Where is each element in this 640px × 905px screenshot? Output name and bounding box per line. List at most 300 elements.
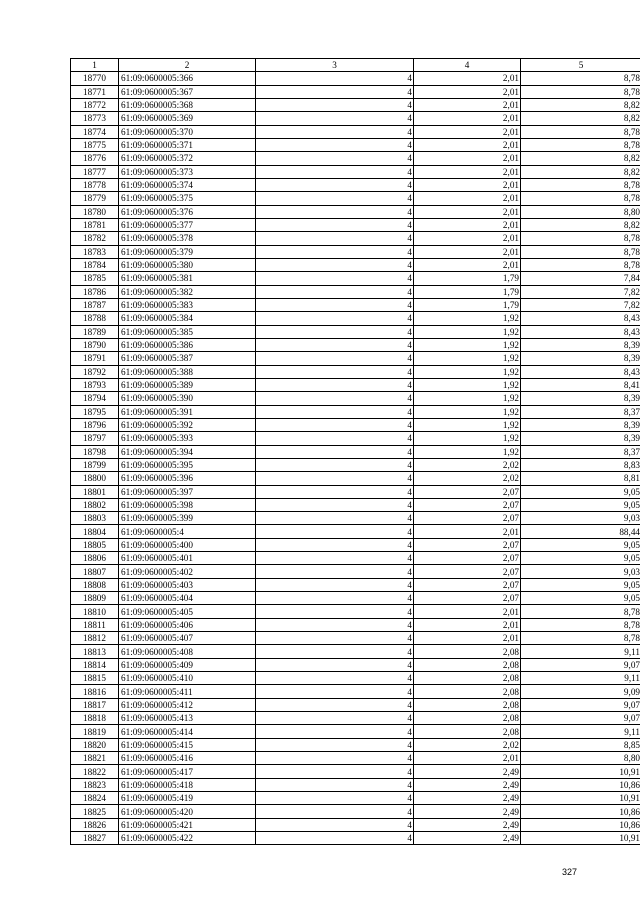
value-col3-cell: 4 [256,778,414,791]
column-header-4: 4 [414,59,521,72]
cadastral-number-cell: 61:09:0600005:402 [119,565,256,578]
row-number-cell: 18824 [71,792,119,805]
value-col4-cell: 2,01 [414,525,521,538]
value-col5-cell: 8,78 [521,632,640,645]
value-col3-cell: 4 [256,458,414,471]
value-col4-cell: 2,01 [414,138,521,151]
value-col5-cell: 9,05 [521,485,640,498]
table-row [71,245,640,258]
value-col3-cell: 4 [256,98,414,111]
cadastral-number-cell: 61:09:0600005:400 [119,538,256,551]
value-col4-cell: 2,01 [414,245,521,258]
value-col5-cell: 8,78 [521,232,640,245]
cadastral-number-cell: 61:09:0600005:419 [119,792,256,805]
row-number-cell: 18790 [71,338,119,351]
value-col4-cell: 2,01 [414,205,521,218]
row-number-cell: 18781 [71,218,119,231]
value-col3-cell: 4 [256,325,414,338]
table-row [71,472,640,485]
value-col3-cell: 4 [256,138,414,151]
cadastral-number-cell: 61:09:0600005:372 [119,152,256,165]
value-col4-cell: 2,01 [414,152,521,165]
table-row [71,792,640,805]
cadastral-number-cell: 61:09:0600005:382 [119,285,256,298]
value-col3-cell: 4 [256,472,414,485]
cadastral-number-cell: 61:09:0600005:391 [119,405,256,418]
cadastral-number-cell: 61:09:0600005:414 [119,725,256,738]
cadastral-number-cell: 61:09:0600005:369 [119,112,256,125]
value-col4-cell: 2,07 [414,578,521,591]
value-col3-cell: 4 [256,112,414,125]
value-col3-cell: 4 [256,832,414,845]
cadastral-number-cell: 61:09:0600005:371 [119,138,256,151]
cadastral-number-cell: 61:09:0600005:368 [119,98,256,111]
value-col5-cell: 8,39 [521,352,640,365]
table-row [71,232,640,245]
value-col4-cell: 1,79 [414,298,521,311]
row-number-cell: 18784 [71,258,119,271]
value-col3-cell: 4 [256,632,414,645]
value-col4-cell: 2,49 [414,818,521,831]
value-col4-cell: 2,08 [414,645,521,658]
table-row [71,685,640,698]
cadastral-number-cell: 61:09:0600005:376 [119,205,256,218]
cadastral-number-cell: 61:09:0600005:377 [119,218,256,231]
value-col5-cell: 8,83 [521,458,640,471]
table-row [71,192,640,205]
cadastral-number-cell: 61:09:0600005:390 [119,392,256,405]
row-number-cell: 18821 [71,752,119,765]
table-header-row [71,59,640,72]
cadastral-number-cell: 61:09:0600005:406 [119,618,256,631]
value-col3-cell: 4 [256,605,414,618]
value-col4-cell: 1,92 [414,405,521,418]
value-col3-cell: 4 [256,592,414,605]
value-col3-cell: 4 [256,218,414,231]
row-number-cell: 18819 [71,725,119,738]
row-number-cell: 18793 [71,378,119,391]
value-col5-cell: 8,37 [521,405,640,418]
value-col4-cell: 2,01 [414,605,521,618]
row-number-cell: 18815 [71,672,119,685]
table-row [71,738,640,751]
row-number-cell: 18809 [71,592,119,605]
row-number-cell: 18822 [71,765,119,778]
table-row [71,645,640,658]
value-col5-cell: 8,78 [521,258,640,271]
row-number-cell: 18791 [71,352,119,365]
row-number-cell: 18814 [71,658,119,671]
cadastral-number-cell: 61:09:0600005:407 [119,632,256,645]
cadastral-number-cell: 61:09:0600005:387 [119,352,256,365]
value-col3-cell: 4 [256,272,414,285]
value-col3-cell: 4 [256,392,414,405]
value-col3-cell: 4 [256,698,414,711]
row-number-cell: 18817 [71,698,119,711]
row-number-cell: 18794 [71,392,119,405]
cadastral-number-cell: 61:09:0600005:396 [119,472,256,485]
value-col3-cell: 4 [256,765,414,778]
value-col5-cell: 9,05 [521,498,640,511]
value-col4-cell: 2,08 [414,672,521,685]
row-number-cell: 18805 [71,538,119,551]
cadastral-number-cell: 61:09:0600005:386 [119,338,256,351]
value-col5-cell: 8,78 [521,72,640,85]
value-col3-cell: 4 [256,538,414,551]
table-row [71,752,640,765]
row-number-cell: 18804 [71,525,119,538]
value-col5-cell: 8,78 [521,125,640,138]
cadastral-number-cell: 61:09:0600005:366 [119,72,256,85]
value-col5-cell: 10,86 [521,818,640,831]
cadastral-number-cell: 61:09:0600005:392 [119,418,256,431]
row-number-cell: 18818 [71,712,119,725]
value-col5-cell: 9,05 [521,578,640,591]
value-col3-cell: 4 [256,378,414,391]
value-col4-cell: 2,08 [414,725,521,738]
value-col4-cell: 1,92 [414,445,521,458]
value-col5-cell: 8,78 [521,192,640,205]
value-col3-cell: 4 [256,792,414,805]
value-col3-cell: 4 [256,805,414,818]
value-col5-cell: 9,03 [521,512,640,525]
value-col4-cell: 2,01 [414,632,521,645]
value-col4-cell: 2,02 [414,472,521,485]
value-col3-cell: 4 [256,72,414,85]
value-col5-cell: 7,84 [521,272,640,285]
cadastral-number-cell: 61:09:0600005:381 [119,272,256,285]
value-col5-cell: 7,82 [521,298,640,311]
value-col4-cell: 2,49 [414,832,521,845]
value-col4-cell: 1,92 [414,352,521,365]
value-col4-cell: 2,01 [414,125,521,138]
row-number-cell: 18774 [71,125,119,138]
value-col3-cell: 4 [256,498,414,511]
cadastral-number-cell: 61:09:0600005:413 [119,712,256,725]
table-body [71,72,640,845]
row-number-cell: 18820 [71,738,119,751]
row-number-cell: 18816 [71,685,119,698]
cadastral-number-cell: 61:09:0600005:399 [119,512,256,525]
cadastral-number-cell: 61:09:0600005:383 [119,298,256,311]
cadastral-number-cell: 61:09:0600005:421 [119,818,256,831]
value-col4-cell: 2,07 [414,498,521,511]
value-col3-cell: 4 [256,165,414,178]
value-col4-cell: 2,07 [414,552,521,565]
row-number-cell: 18776 [71,152,119,165]
value-col5-cell: 10,86 [521,805,640,818]
value-col4-cell: 1,92 [414,325,521,338]
table-row [71,378,640,391]
value-col4-cell: 2,08 [414,658,521,671]
value-col3-cell: 4 [256,565,414,578]
value-col3-cell: 4 [256,418,414,431]
value-col4-cell: 2,49 [414,792,521,805]
value-col4-cell: 2,01 [414,112,521,125]
cadastral-number-cell: 61:09:0600005:379 [119,245,256,258]
row-number-cell: 18770 [71,72,119,85]
cadastral-number-cell: 61:09:0600005:393 [119,432,256,445]
table-row [71,312,640,325]
value-col4-cell: 1,92 [414,378,521,391]
value-col5-cell: 8,39 [521,392,640,405]
row-number-cell: 18782 [71,232,119,245]
value-col3-cell: 4 [256,232,414,245]
value-col5-cell: 8,78 [521,178,640,191]
row-number-cell: 18796 [71,418,119,431]
value-col3-cell: 4 [256,285,414,298]
table-row [71,512,640,525]
row-number-cell: 18775 [71,138,119,151]
cadastral-number-cell: 61:09:0600005:415 [119,738,256,751]
table-row [71,258,640,271]
value-col3-cell: 4 [256,125,414,138]
table-row [71,418,640,431]
value-col3-cell: 4 [256,512,414,525]
row-number-cell: 18783 [71,245,119,258]
value-col5-cell: 10,91 [521,832,640,845]
table-row [71,138,640,151]
table-row [71,725,640,738]
value-col4-cell: 2,01 [414,618,521,631]
value-col5-cell: 8,78 [521,138,640,151]
value-col3-cell: 4 [256,672,414,685]
value-col4-cell: 2,01 [414,72,521,85]
row-number-cell: 18799 [71,458,119,471]
cadastral-number-cell: 61:09:0600005:395 [119,458,256,471]
cadastral-number-cell: 61:09:0600005:404 [119,592,256,605]
value-col4-cell: 2,49 [414,778,521,791]
row-number-cell: 18777 [71,165,119,178]
cadastral-number-cell: 61:09:0600005:420 [119,805,256,818]
value-col3-cell: 4 [256,85,414,98]
table-row [71,365,640,378]
table-row [71,112,640,125]
value-col4-cell: 2,08 [414,698,521,711]
row-number-cell: 18786 [71,285,119,298]
page-number: 327 [562,867,578,877]
value-col5-cell: 8,82 [521,98,640,111]
table-row [71,525,640,538]
value-col5-cell: 8,78 [521,605,640,618]
value-col4-cell: 1,92 [414,365,521,378]
value-col5-cell: 10,86 [521,778,640,791]
table-row [71,352,640,365]
value-col3-cell: 4 [256,432,414,445]
table-row [71,85,640,98]
value-col4-cell: 1,92 [414,392,521,405]
cadastral-number-cell: 61:09:0600005:380 [119,258,256,271]
value-col3-cell: 4 [256,552,414,565]
value-col5-cell: 10,91 [521,792,640,805]
cadastral-number-cell: 61:09:0600005:375 [119,192,256,205]
row-number-cell: 18811 [71,618,119,631]
column-header-1: 1 [71,59,119,72]
table-row [71,72,640,85]
value-col3-cell: 4 [256,152,414,165]
value-col4-cell: 2,01 [414,98,521,111]
value-col4-cell: 2,49 [414,765,521,778]
value-col5-cell: 8,39 [521,418,640,431]
table-row [71,565,640,578]
value-col3-cell: 4 [256,618,414,631]
row-number-cell: 18785 [71,272,119,285]
value-col5-cell: 8,39 [521,338,640,351]
value-col3-cell: 4 [256,298,414,311]
value-col4-cell: 1,92 [414,312,521,325]
table-row [71,805,640,818]
row-number-cell: 18808 [71,578,119,591]
cadastral-number-cell: 61:09:0600005:409 [119,658,256,671]
value-col4-cell: 2,01 [414,258,521,271]
row-number-cell: 18810 [71,605,119,618]
value-col5-cell: 8,78 [521,85,640,98]
row-number-cell: 18803 [71,512,119,525]
table-row [71,698,640,711]
value-col5-cell: 9,07 [521,712,640,725]
table-row [71,432,640,445]
value-col5-cell: 8,85 [521,738,640,751]
table-row [71,632,640,645]
table-row [71,832,640,845]
value-col5-cell: 8,78 [521,245,640,258]
value-col4-cell: 2,07 [414,485,521,498]
value-col5-cell: 8,78 [521,618,640,631]
value-col3-cell: 4 [256,178,414,191]
value-col4-cell: 1,79 [414,285,521,298]
value-col3-cell: 4 [256,685,414,698]
row-number-cell: 18806 [71,552,119,565]
value-col3-cell: 4 [256,578,414,591]
cadastral-number-cell: 61:09:0600005:367 [119,85,256,98]
cadastral-number-cell: 61:09:0600005:397 [119,485,256,498]
table-row [71,165,640,178]
value-col4-cell: 2,01 [414,218,521,231]
row-number-cell: 18823 [71,778,119,791]
row-number-cell: 18825 [71,805,119,818]
row-number-cell: 18812 [71,632,119,645]
value-col5-cell: 8,43 [521,325,640,338]
value-col4-cell: 1,79 [414,272,521,285]
table-row [71,152,640,165]
value-col5-cell: 9,11 [521,725,640,738]
value-col5-cell: 8,41 [521,378,640,391]
column-header-3: 3 [256,59,414,72]
value-col5-cell: 8,39 [521,432,640,445]
value-col5-cell: 8,37 [521,445,640,458]
value-col4-cell: 2,02 [414,738,521,751]
row-number-cell: 18787 [71,298,119,311]
value-col4-cell: 2,08 [414,685,521,698]
value-col5-cell: 8,43 [521,312,640,325]
value-col5-cell: 8,82 [521,218,640,231]
column-header-5: 5 [521,59,640,72]
value-col3-cell: 4 [256,712,414,725]
cadastral-number-cell: 61:09:0600005:411 [119,685,256,698]
value-col5-cell: 8,82 [521,112,640,125]
row-number-cell: 18789 [71,325,119,338]
cadastral-number-cell: 61:09:0600005:408 [119,645,256,658]
value-col3-cell: 4 [256,818,414,831]
table-row [71,485,640,498]
value-col5-cell: 9,11 [521,672,640,685]
value-col4-cell: 2,02 [414,458,521,471]
cadastral-number-cell: 61:09:0600005:370 [119,125,256,138]
value-col4-cell: 2,49 [414,805,521,818]
value-col3-cell: 4 [256,525,414,538]
value-col4-cell: 2,01 [414,232,521,245]
value-col4-cell: 1,92 [414,418,521,431]
table-row [71,445,640,458]
table-row [71,658,640,671]
value-col3-cell: 4 [256,645,414,658]
table-row [71,218,640,231]
table-row [71,552,640,565]
table-row [71,538,640,551]
value-col4-cell: 2,01 [414,85,521,98]
cadastral-number-cell: 61:09:0600005:389 [119,378,256,391]
table-row [71,498,640,511]
row-number-cell: 18779 [71,192,119,205]
column-header-2: 2 [119,59,256,72]
value-col4-cell: 2,07 [414,592,521,605]
table-row [71,605,640,618]
value-col4-cell: 2,01 [414,752,521,765]
value-col5-cell: 9,03 [521,565,640,578]
cadastral-number-cell: 61:09:0600005:401 [119,552,256,565]
value-col3-cell: 4 [256,192,414,205]
value-col5-cell: 10,91 [521,765,640,778]
value-col5-cell: 88,44 [521,525,640,538]
row-number-cell: 18801 [71,485,119,498]
value-col4-cell: 2,07 [414,565,521,578]
cadastral-number-cell: 61:09:0600005:403 [119,578,256,591]
table-row [71,778,640,791]
value-col5-cell: 9,05 [521,592,640,605]
value-col3-cell: 4 [256,365,414,378]
table-row [71,765,640,778]
value-col4-cell: 2,07 [414,512,521,525]
cadastral-number-cell: 61:09:0600005:412 [119,698,256,711]
value-col5-cell: 8,81 [521,472,640,485]
row-number-cell: 18797 [71,432,119,445]
row-number-cell: 18792 [71,365,119,378]
value-col5-cell: 8,82 [521,152,640,165]
row-number-cell: 18795 [71,405,119,418]
table-row [71,578,640,591]
value-col3-cell: 4 [256,658,414,671]
row-number-cell: 18826 [71,818,119,831]
cadastral-number-cell: 61:09:0600005:4 [119,525,256,538]
value-col5-cell: 8,82 [521,165,640,178]
value-col5-cell: 9,07 [521,698,640,711]
table-row [71,98,640,111]
table-row [71,125,640,138]
cadastral-number-cell: 61:09:0600005:418 [119,778,256,791]
value-col5-cell: 8,80 [521,752,640,765]
value-col5-cell: 9,11 [521,645,640,658]
row-number-cell: 18827 [71,832,119,845]
value-col4-cell: 2,07 [414,538,521,551]
cadastral-number-cell: 61:09:0600005:398 [119,498,256,511]
value-col3-cell: 4 [256,352,414,365]
cadastral-number-cell: 61:09:0600005:384 [119,312,256,325]
cadastral-number-cell: 61:09:0600005:394 [119,445,256,458]
table-row [71,272,640,285]
row-number-cell: 18807 [71,565,119,578]
cadastral-number-cell: 61:09:0600005:385 [119,325,256,338]
value-col3-cell: 4 [256,258,414,271]
